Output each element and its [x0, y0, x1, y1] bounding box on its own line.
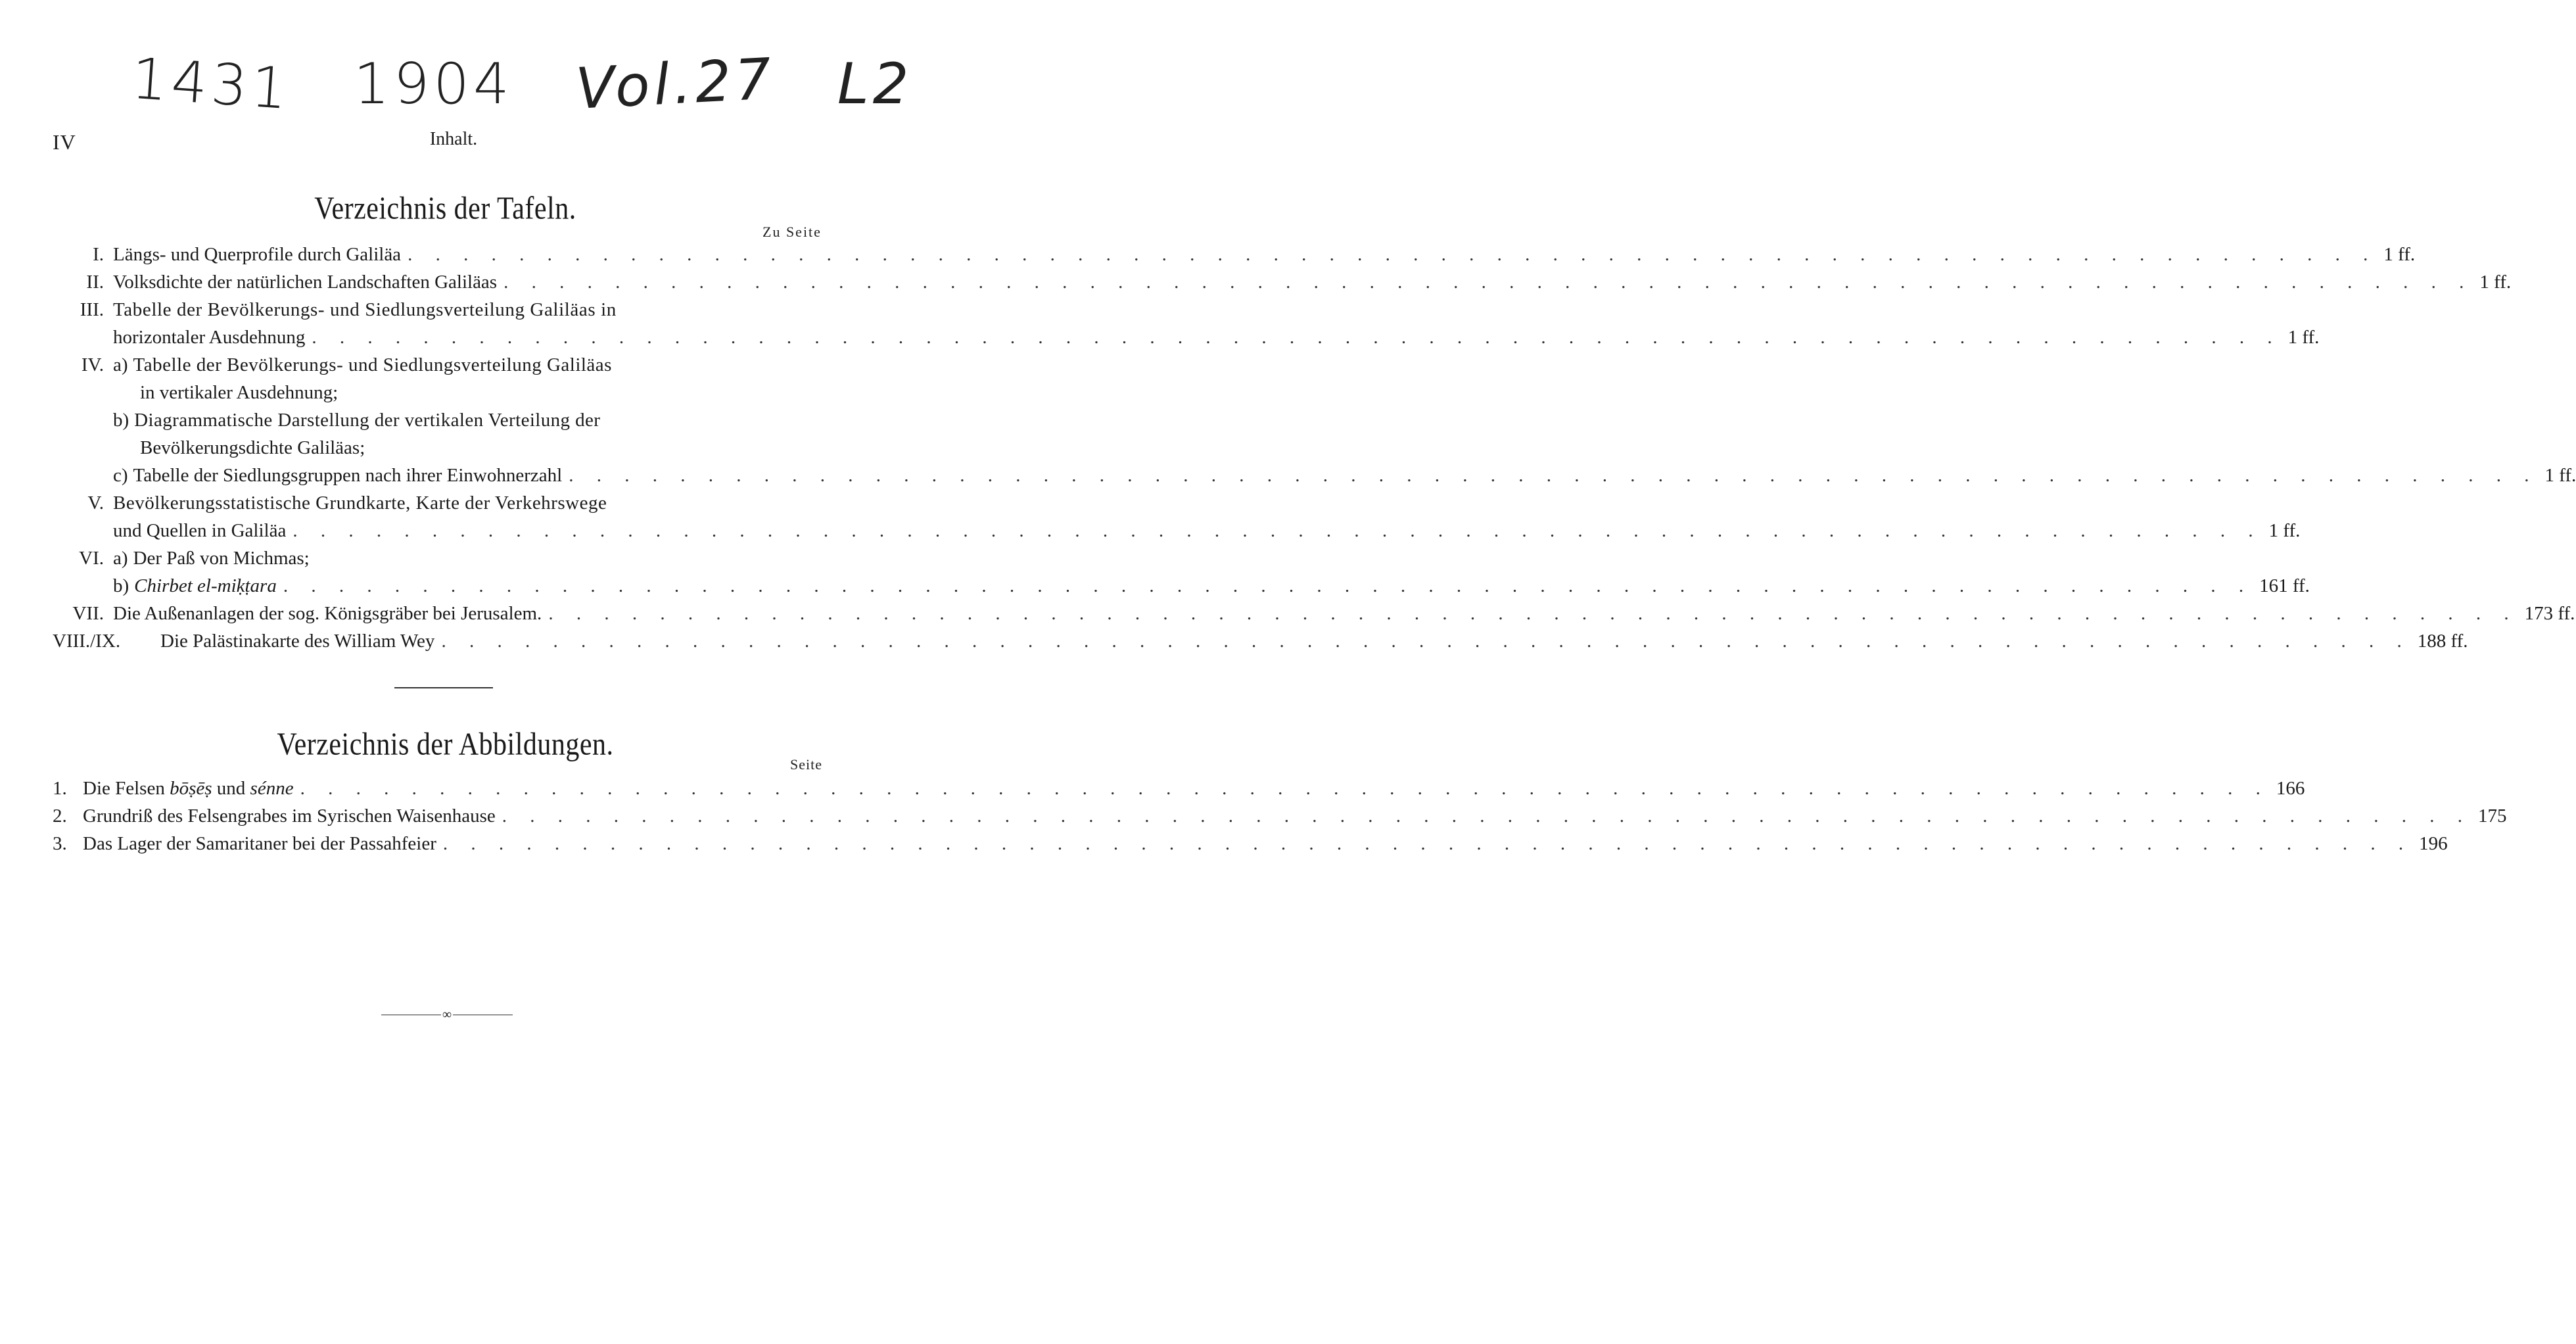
handwritten-number: 1431: [129, 45, 294, 123]
toc-entry: [53, 629, 2468, 654]
entry-page: 173 ff.: [2524, 603, 2575, 624]
entry-number: VIII./IX.: [53, 631, 121, 652]
section-divider: [394, 687, 493, 688]
handwritten-code: L2: [837, 51, 913, 117]
entry-text: Der Paß von Michmas;: [133, 548, 310, 569]
leader-dots: [441, 629, 2410, 654]
entry-text: Das Lager der Samaritaner bei der Passahfeier: [83, 833, 436, 854]
figure-entry: [53, 831, 2448, 856]
entry-text: Die Palästinakarte des William Wey: [160, 631, 435, 652]
entry-sub-letter: b): [113, 410, 129, 431]
entry-text: Volksdichte der natürlichen Landschaften Galiläas: [113, 272, 498, 293]
abbildungen-column-head: Seite: [790, 756, 822, 773]
toc-entry-continuation: [140, 435, 831, 460]
entry-text: Längs- und Querprofile durch Galiläa: [113, 244, 402, 265]
entry-page: 1 ff.: [2479, 272, 2512, 293]
entry-text: Grundriß des Felsengrabes im Syrischen Waisenhause: [83, 805, 496, 827]
entry-text-italic: bōṣēṣ: [170, 778, 212, 799]
entry-text: Die Felsen: [83, 778, 170, 799]
leader-dots: [300, 776, 2270, 801]
leader-dots: [569, 463, 2538, 488]
toc-entry: [113, 573, 2310, 598]
entry-number: VI.: [79, 548, 104, 569]
handwritten-shelfmark: [129, 45, 913, 123]
entry-text-italic: sénne: [250, 778, 294, 799]
leader-dots: [443, 831, 2412, 856]
toc-entry: [53, 546, 831, 571]
entry-number: VII.: [72, 603, 104, 624]
entry-text: Tabelle der Siedlungsgruppen nach ihrer Einwohnerzahl: [133, 465, 563, 486]
end-ornament: [381, 1008, 513, 1021]
tafeln-title: Verzeichnis der Tafeln.: [314, 191, 576, 227]
entry-text: Bevölkerungsstatistische Grundkarte, Karte der Verkehrswege: [113, 492, 607, 514]
entry-sub-letter: a): [113, 548, 128, 569]
handwritten-year: 1904: [353, 51, 513, 117]
entry-page: 1 ff.: [2287, 327, 2320, 348]
leader-dots: [312, 325, 2281, 350]
entry-page: 166: [2276, 778, 2305, 799]
toc-entry: [53, 352, 831, 377]
toc-entry: [113, 408, 831, 433]
toc-entry: [113, 463, 2576, 488]
handwritten-volume: Vol.27: [574, 46, 777, 122]
entry-page: 175: [2478, 805, 2507, 827]
entry-text: horizontaler Ausdehnung: [113, 327, 306, 348]
page-number: IV: [53, 130, 76, 154]
entry-number: 1.: [53, 778, 67, 799]
entry-number: 2.: [53, 805, 67, 827]
entry-number: IV.: [81, 354, 104, 375]
entry-text: und Quellen in Galiläa: [113, 520, 287, 541]
entry-text: und: [212, 778, 250, 799]
toc-entry: [53, 491, 831, 516]
toc-entry-continuation: [113, 518, 2301, 543]
entry-text: Tabelle der Bevölkerungs- und Siedlungsverteilung Galiläas: [133, 354, 612, 375]
entry-number: III.: [80, 299, 104, 320]
entry-text: in vertikaler Ausdehnung;: [140, 382, 339, 403]
entry-number: 3.: [53, 833, 67, 854]
entry-text: Die Außenanlagen der sog. Königsgräber bei Jerusalem.: [113, 603, 542, 624]
entry-page: 196: [2419, 833, 2448, 854]
entry-sub-letter: b): [113, 575, 129, 596]
leader-dots: [502, 804, 2471, 828]
entry-page: 188 ff.: [2417, 631, 2468, 652]
entry-sub-letter: c): [113, 465, 128, 486]
running-head: Inhalt.: [429, 129, 478, 149]
leader-dots: [293, 518, 2262, 543]
figure-entry: [53, 804, 2507, 828]
toc-entry: [53, 297, 831, 322]
toc-entry: [53, 270, 2512, 295]
toc-entry: [53, 601, 2575, 626]
leader-dots: [283, 573, 2253, 598]
toc-entry-continuation: [113, 325, 2320, 350]
leader-dots: [408, 242, 2377, 267]
entry-text: Bevölkerungsdichte Galiläas;: [140, 437, 365, 458]
abbildungen-title: Verzeichnis der Abbildungen.: [277, 727, 614, 763]
leader-dots: [548, 601, 2517, 626]
figure-entry: [53, 776, 2305, 801]
leader-dots: [503, 270, 2473, 295]
entry-sub-letter: a): [113, 354, 128, 375]
entry-page: 1 ff.: [2544, 465, 2576, 486]
entry-number: II.: [86, 272, 104, 293]
toc-entry: [53, 242, 2416, 267]
tafeln-column-head: Zu Seite: [762, 224, 822, 240]
entry-text: Tabelle der Bevölkerungs- und Siedlungsverteilung Galiläas in: [113, 299, 617, 320]
ornament-knot-icon: ∞: [442, 1007, 452, 1022]
entry-page: 1 ff.: [2268, 520, 2301, 541]
entry-text: Chirbet el-miḳṭara: [134, 575, 277, 596]
entry-text: Diagrammatische Darstellung der vertikalen Verteilung der: [134, 410, 601, 431]
entry-number: I.: [93, 244, 104, 265]
entry-number: V.: [87, 492, 104, 514]
entry-page: 1 ff.: [2383, 244, 2416, 265]
toc-entry-continuation: [140, 380, 831, 405]
entry-page: 161 ff.: [2259, 575, 2310, 596]
